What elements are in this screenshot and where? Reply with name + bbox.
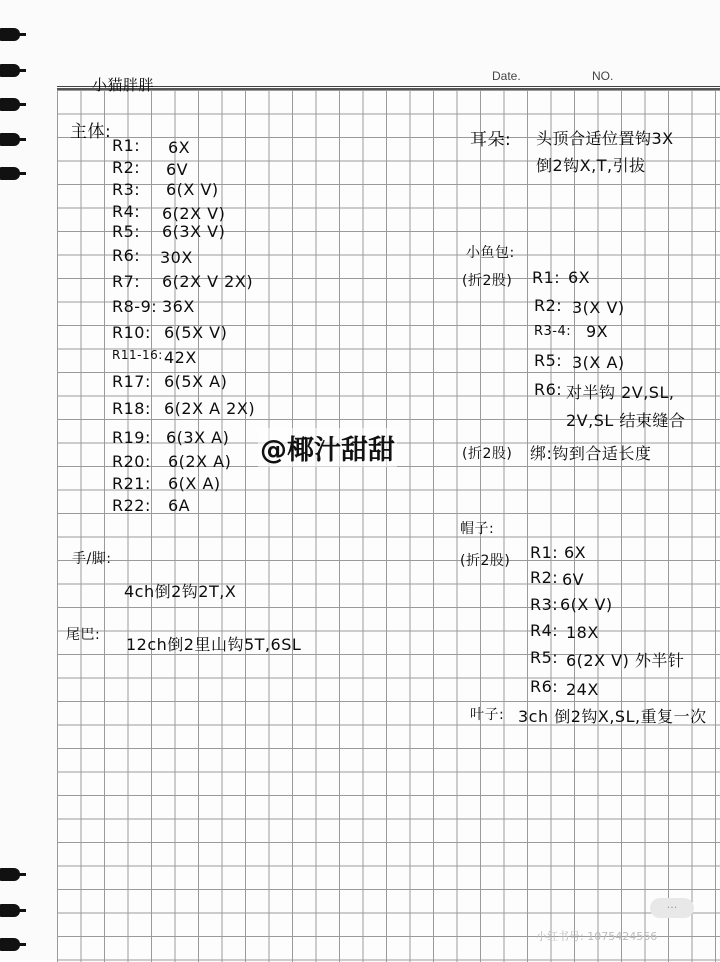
round-label: R4: [530, 621, 559, 640]
round-value: 6A [168, 496, 191, 515]
leaf-instructions: 3ch 倒2钩X,SL,重复一次 [518, 707, 707, 726]
ears-label: 耳朵: [470, 130, 512, 150]
page-title: 小猫胖胖 [92, 76, 155, 94]
binder-ring [0, 904, 20, 917]
ears-instructions-line1: 头顶合适位置钩3X [536, 129, 674, 148]
round-label: R5: [112, 222, 141, 241]
round-label: R8-9: [112, 297, 158, 316]
binder-ring [0, 868, 20, 881]
body-section-label: 主体: [70, 122, 112, 142]
round-value: 6(2X A 2X) [164, 399, 256, 418]
round-value: 6(2X V) [162, 204, 226, 223]
binder-ring [0, 133, 20, 146]
round-value: 6(2X A) [168, 452, 232, 471]
round-label: R20: [112, 452, 151, 471]
round-label: R11-16: [112, 348, 163, 362]
number-label: NO. [592, 69, 614, 83]
fish-bag-label: 小鱼包: [466, 245, 515, 261]
round-label: R22: [112, 496, 151, 515]
round-label: R10: [112, 323, 151, 342]
round-value: 6(2X V) 外半针 [566, 651, 685, 670]
round-value: 6X [568, 268, 591, 287]
round-label: R1: [530, 543, 559, 562]
round-label: R1: [112, 136, 141, 155]
platform-badge-icon: ··· [650, 898, 694, 918]
hat-fold-note: (折2股) [460, 553, 511, 569]
round-value: 24X [566, 680, 599, 699]
hat-label: 帽子: [460, 521, 495, 537]
hands-feet-instructions: 4ch倒2钩2T,X [124, 582, 237, 601]
round-label: R2: [112, 158, 141, 177]
round-value: 6(3X A) [166, 428, 230, 447]
tail-instructions: 12ch倒2里山钩5T,6SL [126, 635, 302, 654]
round-label: R1: [532, 268, 561, 287]
round-value: 6(X V) [560, 595, 613, 614]
strap-instructions: 绑:钩到合适长度 [530, 444, 652, 463]
round-value: 18X [566, 623, 599, 642]
round-label: R3-4: [534, 324, 572, 339]
round-label: R7: [112, 272, 141, 291]
round-label: R3: [112, 180, 141, 199]
date-label: Date. [492, 69, 521, 83]
round-label: R6: [534, 380, 563, 399]
round-label: R5: [530, 648, 559, 667]
strap-fold-note: (折2股) [462, 446, 513, 462]
round-value: 9X [586, 322, 609, 341]
round-label: R4: [112, 202, 141, 221]
round-value: 6(2X V 2X) [162, 272, 254, 291]
round-value: 36X [162, 297, 195, 316]
round-value: 6(X A) [168, 474, 221, 493]
round-value: 6X [564, 543, 587, 562]
fish-bag-fold-note: (折2股) [462, 273, 513, 289]
header-rule [57, 86, 720, 87]
round-value: 42X [164, 348, 197, 367]
binder-ring [0, 938, 20, 951]
round-value: 6V [562, 570, 585, 589]
round-value: 3(X V) [572, 298, 625, 317]
round-value: 6(3X V) [162, 222, 226, 241]
round-label: R6: [112, 246, 141, 265]
round-label: R2: [534, 296, 563, 315]
grid-paper [57, 88, 720, 962]
binder-ring [0, 28, 20, 41]
round-label: R2: [530, 568, 559, 587]
binder-ring [0, 64, 20, 77]
binder-ring [0, 167, 20, 180]
round-value: 3(X A) [572, 353, 625, 372]
round-label: R21: [112, 474, 151, 493]
round-label: R5: [534, 351, 563, 370]
round-value: 30X [160, 248, 193, 267]
round-label: R18: [112, 399, 151, 418]
round-label: R3: [530, 595, 559, 614]
author-watermark: @椰汁甜甜 [258, 428, 397, 467]
leaf-label: 叶子: [470, 707, 505, 723]
round-label: R17: [112, 372, 151, 391]
round-label: R6: [530, 677, 559, 696]
binder-ring [0, 98, 20, 111]
round-value: 6(5X V) [164, 323, 228, 342]
tail-label: 尾巴: [66, 627, 101, 643]
round-label: R19: [112, 428, 151, 447]
round-value: 对半钩 2V,SL, [566, 383, 675, 402]
hands-feet-label: 手/脚: [72, 551, 112, 567]
round-value: 6(5X A) [164, 372, 228, 391]
fish-bag-finish-note: 2V,SL 结束缝合 [566, 411, 686, 430]
round-value: 6V [166, 160, 189, 179]
round-value: 6X [168, 138, 191, 157]
platform-watermark-text: 小红书号: 1075424566 [536, 930, 658, 943]
round-value: 6(X V) [166, 180, 219, 199]
ears-instructions-line2: 倒2钩X,T,引拔 [536, 156, 646, 175]
